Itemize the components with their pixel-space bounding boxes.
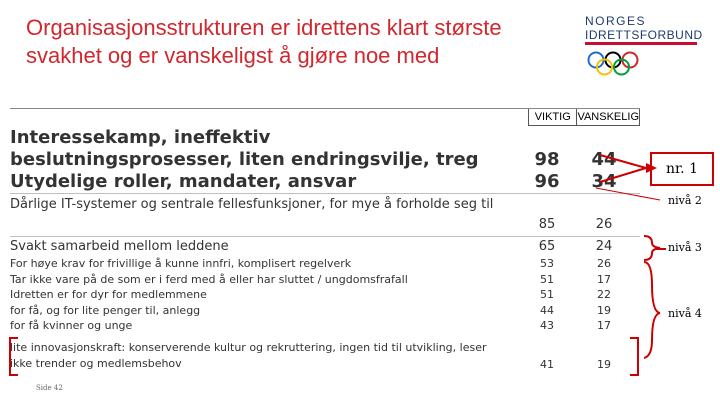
row-viktig: 43 bbox=[540, 319, 554, 332]
row-vanskelig: 22 bbox=[597, 288, 611, 301]
row-vanskelig: 17 bbox=[597, 272, 611, 286]
row-label: for få, og for lite penger til, anlegg bbox=[10, 303, 201, 317]
row-label: Interessekamp, ineffektiv beslutningsprosesser, liten endringsvilje, treg bbox=[10, 127, 479, 170]
arrow-line bbox=[600, 168, 646, 182]
row-label: Tar ikke vare på de som er i ferd med å eller har sluttet / ungdomsfrafall bbox=[10, 272, 408, 286]
arrow-to-niva2 bbox=[596, 188, 660, 200]
row-vanskelig: 26 bbox=[595, 217, 613, 232]
row-label: Idretten er for dyr for medlemmene bbox=[10, 288, 207, 301]
row-label: Dårlige IT-systemer og sentrale fellesfunksjoner, for mye å forholde seg til bbox=[10, 197, 494, 212]
row-label: For høye krav for frivillige å kunne innfri, komplisert regelverk bbox=[10, 257, 352, 270]
page-number: Side 42 bbox=[36, 384, 63, 392]
arrow-line bbox=[600, 155, 646, 168]
row-viktig: 41 bbox=[540, 358, 554, 371]
row-viktig: 98 bbox=[534, 149, 560, 170]
row-viktig: 96 bbox=[534, 171, 560, 192]
row-vanskelig: 34 bbox=[591, 171, 617, 192]
row-vanskelig: 17 bbox=[597, 319, 611, 332]
row-vanskelig: 19 bbox=[597, 303, 611, 317]
bracket-right bbox=[630, 338, 638, 375]
header-vanskelig: VANSKELIG bbox=[577, 111, 639, 123]
row-vanskelig: 19 bbox=[597, 358, 611, 371]
logo-line2: IDRETTSFORBUND bbox=[585, 28, 703, 42]
row-viktig: 65 bbox=[538, 239, 556, 254]
nr1-badge: nr. 1 bbox=[650, 152, 714, 186]
row-vanskelig: 26 bbox=[597, 257, 611, 270]
level-4-label: nivå 4 bbox=[668, 307, 702, 320]
level-3-label: nivå 3 bbox=[668, 241, 702, 254]
row-viktig: 51 bbox=[540, 288, 554, 301]
row-label: Svakt samarbeid mellom leddene bbox=[10, 239, 229, 254]
row-label: for få kvinner og unge bbox=[10, 319, 133, 332]
row-vanskelig: 44 bbox=[591, 149, 617, 170]
bracket-niva4 bbox=[644, 262, 660, 358]
header-viktig: VIKTIG bbox=[534, 111, 571, 123]
row-viktig: 53 bbox=[540, 257, 554, 270]
logo-line1: NORGES bbox=[585, 14, 647, 28]
bracket-left bbox=[10, 338, 18, 375]
row-vanskelig: 24 bbox=[595, 239, 613, 254]
level-2-label: nivå 2 bbox=[668, 194, 702, 207]
row-viktig: 51 bbox=[540, 272, 554, 286]
row-label: Utydelige roller, mandater, ansvar bbox=[10, 171, 357, 192]
row-viktig: 44 bbox=[540, 303, 554, 317]
slide-title: Organisasjonsstrukturen er idrettens klart største svakhet og er vanskeligst å gjøre noe med bbox=[26, 15, 502, 68]
row-label: lite innovasjonskraft: konserverende kultur og rekruttering, ingen tid til utvikling, leser ikke trender og medlemsbehov bbox=[10, 341, 487, 370]
row-viktig: 85 bbox=[538, 217, 556, 232]
